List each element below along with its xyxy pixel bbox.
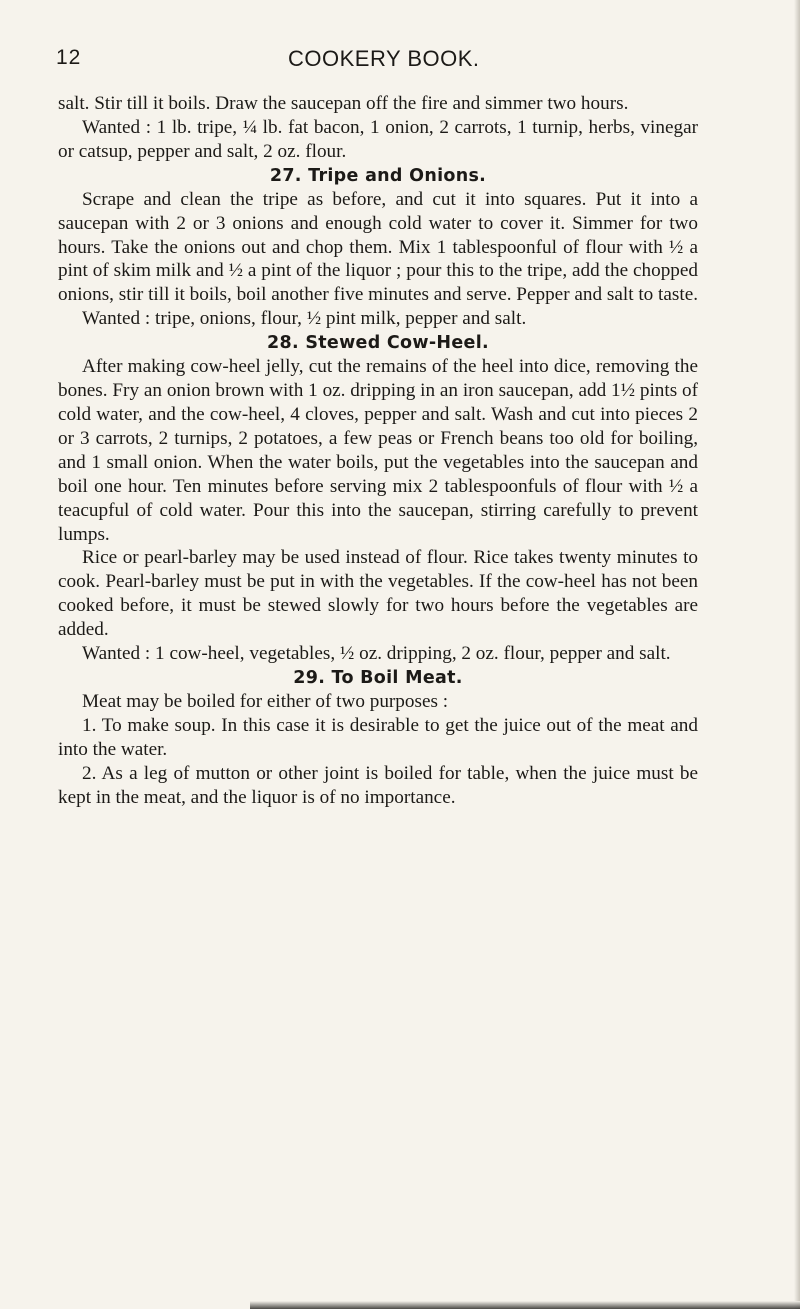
recipe-intro: Meat may be boiled for either of two purposes : [82, 690, 449, 712]
recipe-heading-tripe-and-onions: 27. Tripe and Onions. [269, 165, 487, 186]
recipe-heading-stewed-cow-heel: 28. Stewed Cow-Heel. [267, 333, 489, 354]
running-title: COOKERY BOOK. [288, 46, 480, 71]
ingredients-list: Wanted : tripe, onions, flour, ½ pint milk, pepper and salt. [82, 308, 527, 330]
ingredients-list: Wanted : 1 cow-heel, vegetables, ½ oz. dripping, 2 oz. flour, pepper and salt. [82, 643, 671, 665]
page-edge-shadow [794, 0, 800, 1309]
page-body [58, 92, 698, 809]
recipe-heading-to-boil-meat: 29. To Boil Meat. [293, 667, 463, 688]
recipe-note: Rice or pearl-barley may be used instead of flour. Rice takes twenty minutes to cook. Pearl-barley must be put in with the vegetables. If the cow-heel has not been cooked before, it must be stewed slowly for two hours before the vegetables are added. [58, 547, 698, 641]
paragraph-continuation: salt. Stir till it boils. Draw the saucepan off the fire and simmer two hours. [58, 93, 629, 114]
numbered-item: 1. To make soup. In this case it is desirable to get the juice out of the meat and into the water. [58, 714, 698, 760]
numbered-item: 2. As a leg of mutton or other joint is boiled for table, when the juice must be kept in the meat, and the liquor is of no importance. [58, 762, 698, 808]
recipe-method: Scrape and clean the tripe as before, and cut it into squares. Put it into a saucepan with 2 or 3 onions and enough cold water to cover it. Simmer for two hours. Take the onions out and chop them. Mix 1 tablespoonful of flour with ½ a pint of skim milk and ½ a pint of the liquor ; pour this to the tripe, add the chopped onions, stir till it boils, boil another five minutes and serve. Pepper and salt to taste. [58, 188, 699, 306]
running-head [56, 46, 696, 78]
page-bottom-edge [250, 1301, 800, 1309]
recipe-method: After making cow-heel jelly, cut the remains of the heel into dice, removing the bones. Fry an onion brown with 1 oz. dripping in an iron saucepan, add 1½ pints of cold water, and the cow-heel, 4 cloves, pepper and salt. Wash and cut into pieces 2 or 3 carrots, 2 turnips, 2 potatoes, a few peas or French beans too old for boiling, and 1 small onion. When the water boils, put the vegetables into the saucepan and boil one hour. Ten minutes before serving mix 2 tablespoonfuls of flour with ½ a teacupful of cold water. Pour this into the saucepan, stirring carefully to prevent lumps. [58, 356, 698, 545]
page-number: 12 [56, 46, 82, 69]
ingredients-list: Wanted : 1 lb. tripe, ¼ lb. fat bacon, 1 onion, 2 carrots, 1 turnip, herbs, vinegar or catsup, pepper and salt, 2 oz. flour. [58, 116, 698, 162]
